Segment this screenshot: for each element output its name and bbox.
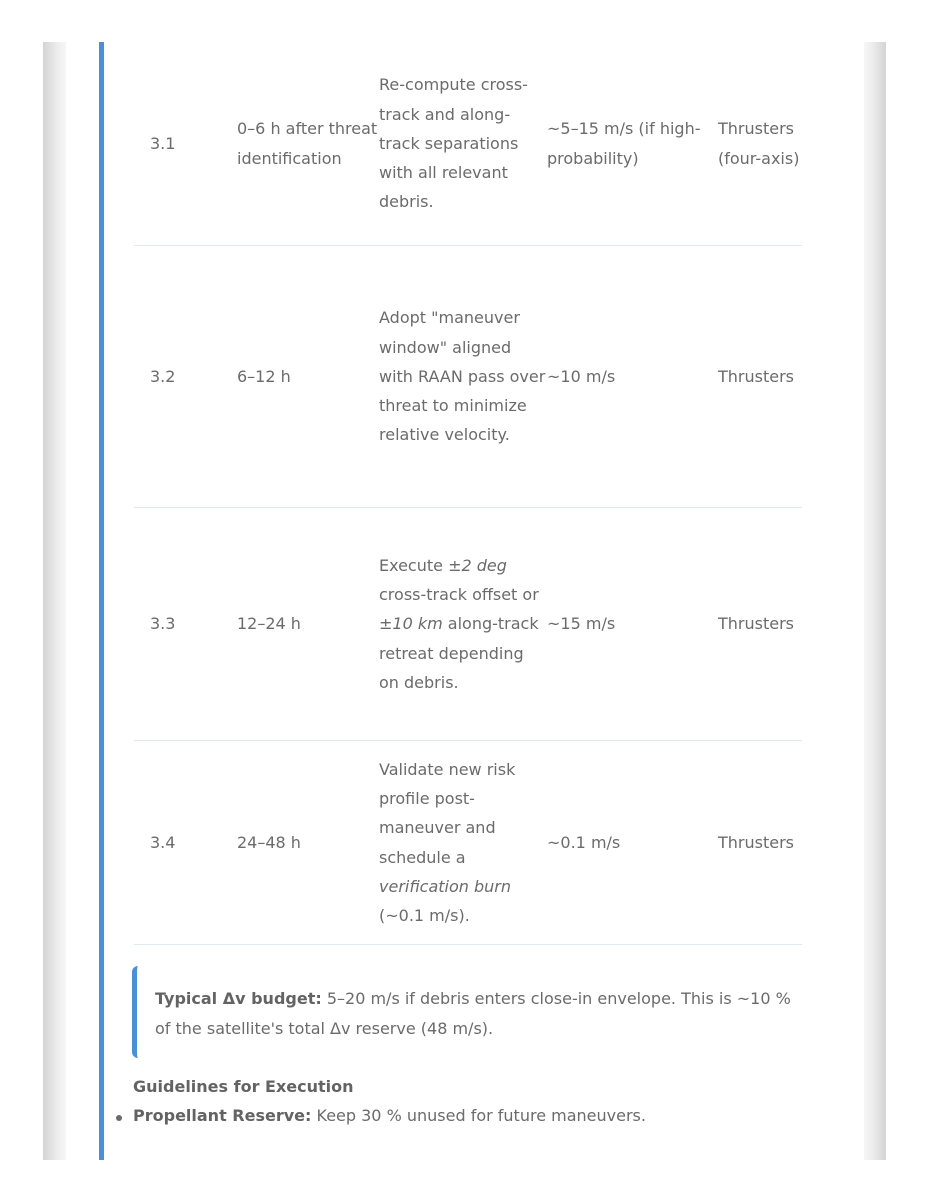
step-actuator: Thrusters (four-axis) (718, 42, 802, 246)
table-row (134, 741, 802, 945)
step-description: Validate new risk profile post-maneuver and schedule a verification burn (~0.1 m/s). (379, 741, 547, 945)
step-delta-v: ~15 m/s (547, 508, 718, 741)
guidelines-heading: Guidelines for Execution (133, 1077, 354, 1096)
step-id: 3.3 (134, 508, 237, 741)
step-id: 3.1 (134, 42, 237, 246)
maneuver-steps-table (134, 42, 802, 945)
page-shadow-left (43, 42, 66, 1160)
step-delta-v: ~5–15 m/s (if high-probability) (547, 42, 718, 246)
table-row (134, 42, 802, 246)
page-shadow-right (864, 42, 886, 1160)
list-item (133, 1106, 646, 1125)
guideline-text: Keep 30 % unused for future maneuvers. (311, 1106, 646, 1125)
table-row (134, 246, 802, 508)
step-description: Execute ±2 deg cross-track offset or ±10 km along-track retreat depending on debris. (379, 508, 547, 741)
step-time: 0–6 h after threat identification (237, 42, 379, 246)
step-id: 3.2 (134, 246, 237, 508)
step-id: 3.4 (134, 741, 237, 945)
step-delta-v: ~10 m/s (547, 246, 718, 508)
guideline-label: Propellant Reserve: (133, 1106, 312, 1125)
step-actuator: Thrusters (718, 508, 802, 741)
step-time: 24–48 h (237, 741, 379, 945)
step-actuator: Thrusters (718, 246, 802, 508)
step-delta-v: ~0.1 m/s (547, 741, 718, 945)
step-time: 6–12 h (237, 246, 379, 508)
step-actuator: Thrusters (718, 741, 802, 945)
delta-v-budget-callout (132, 966, 792, 1058)
step-description: Adopt "maneuver window" aligned with RAAN pass over threat to minimize relative velocity. (379, 246, 547, 508)
callout-label: Typical Δv budget: (155, 989, 322, 1008)
callout-text: 5–20 m/s if debris enters close-in envelope. This is ~10 % of the satellite's total Δv reserve (48 m/s). (155, 989, 791, 1038)
document-body (104, 42, 864, 1160)
step-time: 12–24 h (237, 508, 379, 741)
step-description: Re-compute cross-track and along-track separations with all relevant debris. (379, 42, 547, 246)
table-row (134, 508, 802, 741)
guidelines-list (133, 1106, 646, 1125)
